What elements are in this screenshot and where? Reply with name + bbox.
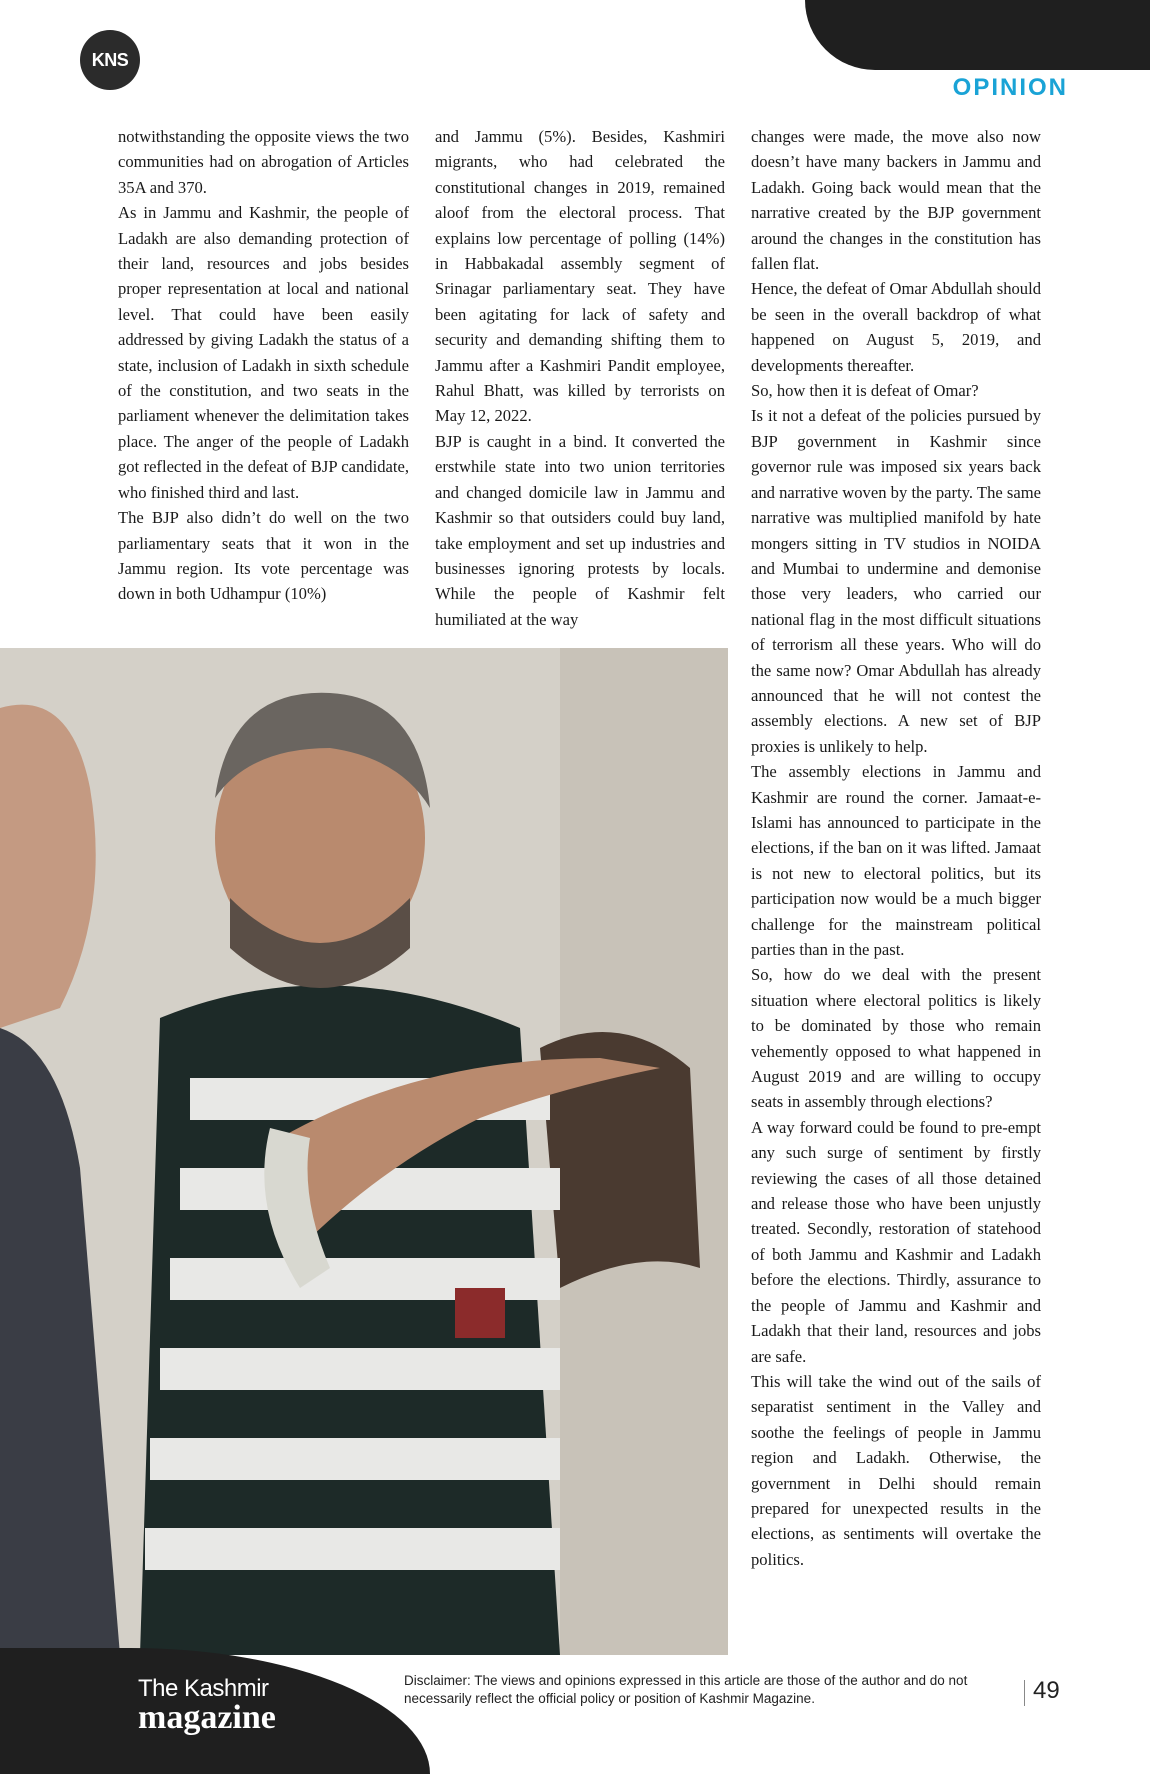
disclaimer-text: Disclaimer: The views and opinions expressed in this article are those of the author and do not necessarily reflect the official policy or position of Kashmir Magazine. [404,1673,968,1706]
paragraph: A way forward could be found to pre-empt any such surge of sentiment by firstly reviewing the cases of all those detained and release those who have been unjustly treated. Secondly, restoration of statehood of both Jammu and Kashmir and Ladakh before the elections. Thirdly, assurance to the people of Jammu and Kashmir and Ladakh that their land, resources and jobs are safe. [751,1117,1041,1366]
paragraph: As in Jammu and Kashmir, the people of Ladakh are also demanding protection of their land, resources and jobs besides proper representation at local and national level. That could have been easily addressed by giving Ladakh the status of a state, inclusion of Ladakh in sixth schedule of the constitution, and two seats in the parliament whenever the delimitation takes place. The anger of the people of Ladakh got reflected in the defeat of BJP candidate, who finished third and last. [118,203,409,502]
paragraph: and Jammu (5%). Besides, Kashmiri migrants, who had celebrated the constitutional changes in 2019, remained aloof from the electoral process. That explains low percentage of polling (14%) in Habbakadal assembly segment of Srinagar parliamentary seat. They have been agitating for lack of safety and security and demanding shifting them to Jammu after a Kashmiri Pandit employee, Rahul Bhatt, was killed by terrorists on May 12, 2022. [435,127,725,426]
article-photo [0,648,728,1655]
header-decor-tab [805,0,1150,70]
photo-illustration [0,648,728,1655]
paragraph: The assembly elections in Jammu and Kashmir are round the corner. Jamaat-e-Islami has announced to participate in the elections, if the ban on it was lifted. Jamaat is not new to electoral politics, but its participation now would be a much bigger challenge for the mainstream political parties than in the past. [751,762,1041,959]
paragraph: This will take the wind out of the sails of separatist sentiment in the Valley and soothe the feelings of people in Jammu region and Ladakh. Otherwise, the government in Delhi should remain prepared for unexpected results in the elections, as sentiments will overtake the politics. [751,1371,1041,1569]
paragraph: BJP is caught in a bind. It converted the erstwhile state into two union territories and changed domicile law in Jammu and Kashmir so that outsiders could buy land, take employment and set up industries and businesses ignoring protests by locals. While the people of Kashmir felt humiliated at the way [435,431,725,629]
page-number: 49 [1033,1677,1060,1704]
paragraph: changes were made, the move also now doesn’t have many backers in Jammu and Ladakh. Going back would mean that the narrative created by the BJP government around the changes in the constitution has fallen flat. [751,127,1041,274]
magazine-logo-line1: The Kashmir [138,1675,269,1702]
paragraph: Hence, the defeat of Omar Abdullah should be seen in the overall backdrop of what happened on August 5, 2019, and developments thereafter. [751,279,1041,375]
article-column-2 [435,124,725,632]
magazine-logo [138,1675,276,1736]
article-column-3 [751,124,1041,1572]
section-label: OPINION [952,74,1068,101]
paragraph: So, how then it is defeat of Omar? [751,381,979,401]
page-number-divider [1024,1680,1025,1706]
article-column-1 [118,124,409,607]
paragraph: Is it not a defeat of the policies pursued by BJP government in Kashmir since governor rule was imposed six years back and narrative woven by the party. The same narrative was multiplied manifold by hate mongers sitting in TV studios in NOIDA and Mumbai to undermine and demonise those very leaders, who carried our national flag in the most difficult situations of terrorism all these years. Who will do the same now? Omar Abdullah has already announced that he will not contest the assembly elections. A new set of BJP proxies is unlikely to help. [751,406,1041,756]
paragraph: So, how do we deal with the present situation where electoral politics is likely to be dominated by those who remain vehemently opposed to what happened in August 2019 and are willing to occupy seats in assembly through elections? [751,965,1041,1112]
paragraph: notwithstanding the opposite views the two communities had on abrogation of Articles 35A and 370. [118,127,409,197]
magazine-logo-line2: magazine [138,1699,276,1736]
paragraph: The BJP also didn’t do well on the two parliamentary seats that it won in the Jammu region. Its vote percentage was down in both Udhampur (10%) [118,508,409,604]
kns-logo: KNS [80,30,140,90]
